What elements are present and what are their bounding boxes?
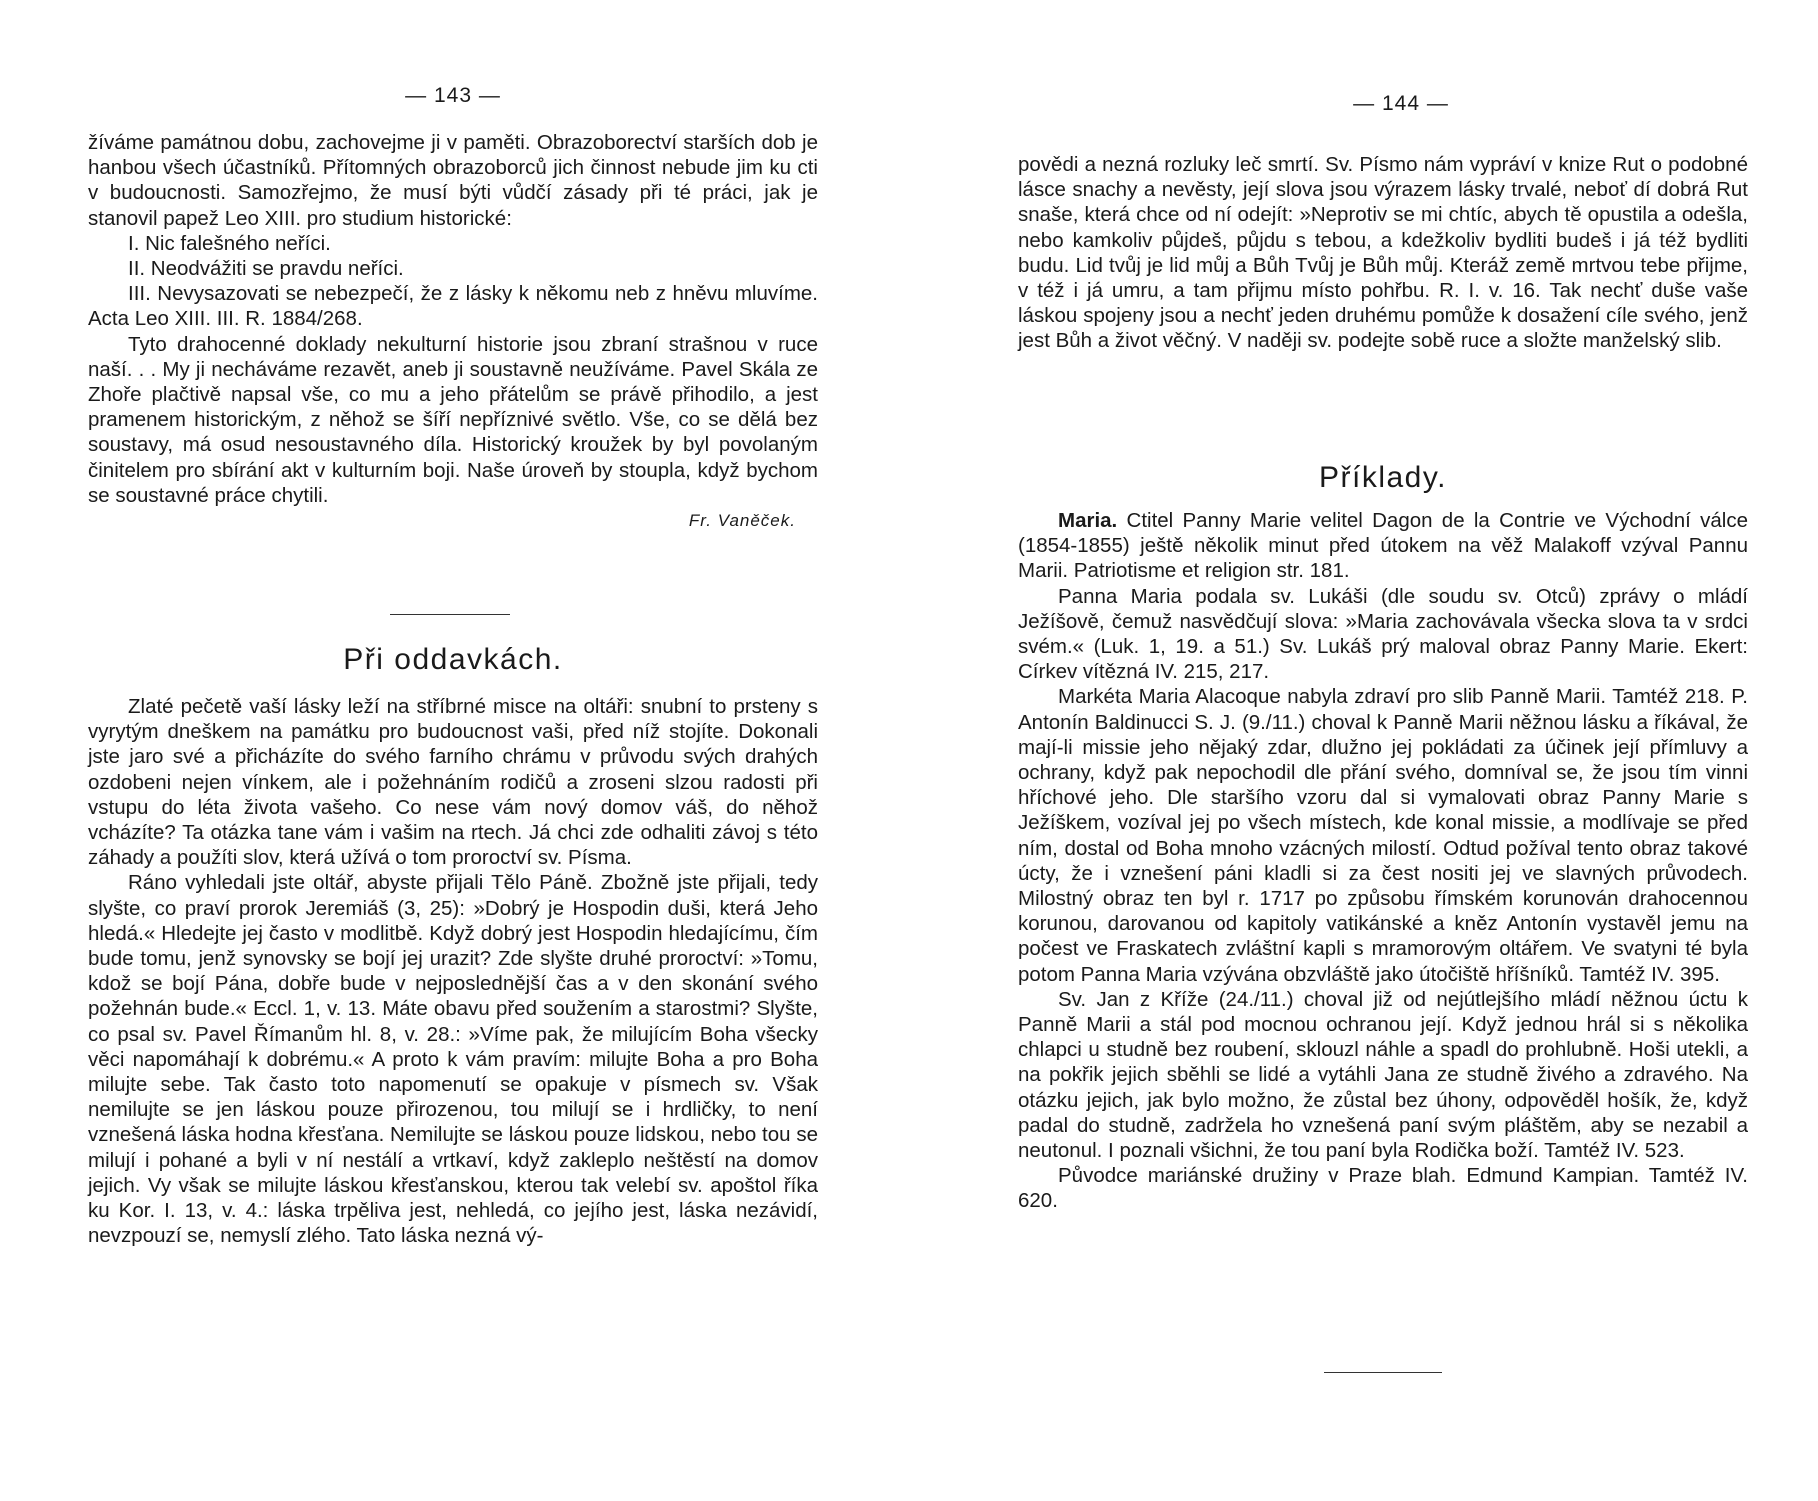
separator-rule [1324,1372,1442,1373]
paragraph: Zlaté pečetě vaší lásky leží na stříbrné misce na oltáři: snubní to prsteny s vyrytým dneškem na památku pro budoucnost vaši, před níž stojíte. Dokonali jste jaro své a přicházíte do svého farního chrámu v průvodu svých drahých ozdobeni nejen vínkem, ale i požehnáním rodičů a zroseni slzou radosti při vstupu do léta života vašeho. Co nese vám nový domov váš, do něhož vcházíte? Ta otázka tane vám i vašim na rtech. Já chci zde odhaliti závoj s této záhady a použíti slov, která užívá o tom proroctví sv. Písma. [88,695,818,870]
oddavky-section [88,640,818,680]
section-heading: Příklady. [1319,461,1447,494]
author-signature: Fr. Vaněček. [688,511,796,531]
example-paragraph: Původce mariánské družiny v Praze blah. Edmund Kampian. Tamtéž IV. 620. [1018,1164,1748,1213]
rule-item: II. Neodvážiti se pravdu neříci. [128,257,404,281]
oddavky-body [88,694,818,1248]
left-page [88,0,818,1501]
priklady-section [1018,458,1748,498]
rule-item: I. Nic falešného neříci. [128,231,331,255]
page-number: — 144 — [1353,92,1449,115]
priklady-body [1018,508,1748,1214]
paragraph: povědi a nezná rozluky leč smrtí. Sv. Písmo nám vypráví v knize Rut o podobné lásce snachy a nevěsty, její slova jsou výrazem lásky trvalé, neboť dí dobrá Rut snaše, která chce od ní odejít: »Neprotiv se mi chtíc, abych tě opustila a odešla, nebo kamkoliv půjdeš, půjdu s tebou, a kdežkoliv bydliti budeš i já též bydliti budu. Lid tvůj je lid můj a Bůh Tvůj je Bůh můj. Kteráž země mrtvou tebe přijme, v též i já umru, a tam přijmu místo pohřbu. R. I. v. 16. Tak nechť duše vaše láskou spojeny jsou a nechť jeden druhému pomůže k dosažení cíle svého, jenž jest Bůh a život věčný. V naději sv. podejte sobě ruce a složte manželský slib. [1018,153,1748,353]
paragraph: Ráno vyhledali jste oltář, abyste přijali Tělo Páně. Zbožně jste přijali, tedy slyšte, co praví prorok Jeremiáš (3, 25): »Dobrý je Hospodin duši, která Jeho hledá.« Hledejte jej často v modlitbě. Když dobrý jest Hospodin hledajícímu, čím bude tomu, jenž synovsky se bojí jej urazit? Zde slyšte druhé proroctví: »Tomu, kdož se bojí Pána, dobře bude v nejposlednější čas a v den skonání svého požehnán bude.« Eccl. 1, v. 13. Máte obavu před soužením a starostmi? Slyšte, co psal sv. Pavel Římanům hl. 8, v. 28.: »Víme pak, že milujícím Boha všecky věci napomáhají k dobrému.« A proto k vám pravím: milujte Boha a pro Boha milujte sebe. Tak často toto napomenutí se opakuje v písmech sv. Však nemilujte se jen láskou pouze přirozenou, tou milují se i hrdličky, to není vznešená láska hodna křesťana. Nemilujte se láskou pouze lidskou, nebo tou se milují i pohané a byli v ní nestálí a vrtkaví, když zakleplo neštěstí na domov jejich. Vy však se milujte láskou křesťanskou, kterou tak velebí sv. apoštol říka ku Kor. I. 13, v. 4.: láska trpěliva jest, nehledá, co jejího jest, láska nezávidí, nevzpouzí se, nemyslí zlého. Tato láska nezná vý- [88,871,818,1248]
separator-rule [390,614,510,615]
paragraph: Tyto drahocenné doklady nekulturní historie jsou zbraní strašnou v ruce naší. . . My ji necháváme rezavět, aneb ji soustavně neužíváme. Pavel Skála ze Zhoře plačtivě napsal vše, co mu a jeho přátelům se právě přihodilo, a jest pramenem historickým, z něhož se šíří nepříznivé světlo. Vše, co se dělá bez soustavy, má osud nesoustavného díla. Historický kroužek by byl povolaným činitelem pro sbírání akt v kulturním boji. Naše úroveň by stoupla, když bychom se soustavné práce chytili. [88,332,818,507]
rule-item: III. Nevysazovati se nebezpečí, že z lásky k někomu neb z hněvu mluvíme. Acta Leo XIII. III. R. 1884/268. [88,282,818,331]
example-text: Ctitel Panny Marie velitel Dagon de la Contrie ve Východní válce (1854-1855) ještě několik minut před útokem na věž Malakoff vzýval Pannu Marii. Patriotisme et religion str. 181. [1018,509,1748,583]
example-paragraph: Sv. Jan z Kříže (24./11.) choval již od nejútlejšího mládí něžnou úctu k Panně Marii a stál pod mocnou ochranou její. Když jednou hrál si s několika chlapci u studně bez roubení, sklouzl náhle a spadl do prohlubně. Hoši utekli, a na pokřik jejich sběhli se lidé a vytáhli Jana ze studně živého a zdravého. Na otázku jejich, jak bylo možno, že zůstal bez úhony, odpověděl hošík, že, když padal do studně, zadržela ho vznešená paní svým pláštěm, aby se nezabil a neutonul. I poznali všichni, že tou paní byla Rodička boží. Tamtéž IV. 523. [1018,987,1748,1163]
example-paragraph: Panna Maria podala sv. Lukáši (dle soudu sv. Otců) zprávy o mládí Ježíšově, čemuž nasvědčují slova: »Maria zachovávala všecka slova ta v srdci svém.« (Luk. 1, 19. a 51.) Sv. Lukáš prý maloval obraz Panny Marie. Ekert: Církev vítězná IV. 215, 217. [1018,584,1748,684]
right-page [1018,0,1748,1501]
left-top-section [88,130,818,533]
example-paragraph [1018,508,1748,584]
right-top-section [1018,152,1748,354]
page-number: — 143 — [405,84,501,107]
section-heading: Při oddavkách. [343,643,563,676]
example-lead-word: Maria. [1058,509,1118,532]
paragraph: žíváme památnou dobu, zachovejme ji v paměti. Obrazoborectví starších dob je hanbou všech účastníků. Přítomných obrazoborců jich činnost nebude jim ku cti v budoucnosti. Samozřejmo, že musí býti vůdčí zásady při té práci, jak je stanovil papež Leo XIII. pro studium historické: [88,131,818,230]
example-paragraph: Markéta Maria Alacoque nabyla zdraví pro slib Panně Marii. Tamtéž 218. P. Antonín Baldinucci S. J. (9./11.) choval k Panně Marii něžnou lásku a říkával, že mají-li missie jeho nějaký zdar, dlužno jej pokládati za účinek její přímluvy a ochrany, když pak nepochodil dle přání svého, domníval se, že jsou tím vinni hříchové jeho. Dle staršího vzoru dal si vymalovati obraz Panny Marie s Ježíškem, vozíval jej po všech místech, kde konal missie, a modlívaje se před ním, dostal od Boha mnoho vzácných milostí. Odtud požíval tento obraz takové úcty, že i vznešení páni kladli si za čest nositi jej ve slavných průvodech. Milostný obraz ten byl r. 1717 po způsobu římském korunován drahocennou korunou, darovanou od kapitoly vatikánské a kněz Antonín vystavěl jemu na počest ve Fraskatech zvláštní kapli s mramorovým oltářem. Ve svatyni té byla potom Panna Maria vzývána obzvláště jako útočiště hříšníků. Tamtéž IV. 395. [1018,685,1748,986]
